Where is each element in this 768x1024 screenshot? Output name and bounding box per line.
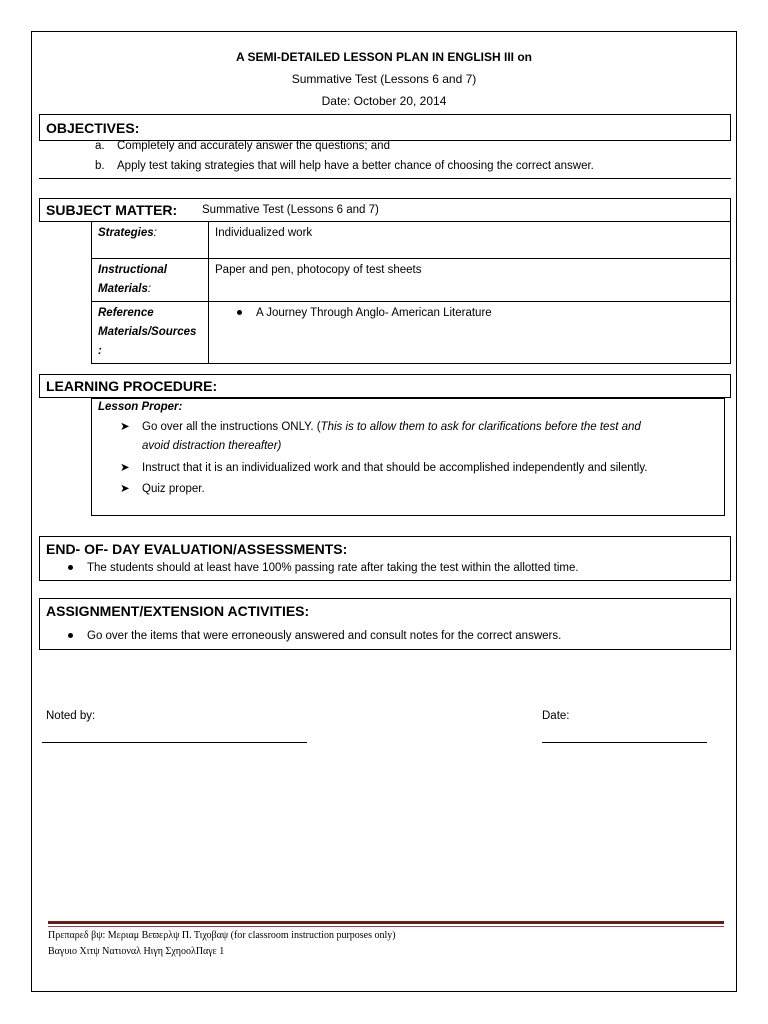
objectives-title: OBJECTIVES:: [46, 120, 140, 136]
objectives-box: [39, 114, 731, 141]
assignment-title: ASSIGNMENT/EXTENSION ACTIVITIES:: [46, 603, 310, 619]
lesson-plan-title: A SEMI-DETAILED LESSON PLAN IN ENGLISH III on: [235, 50, 532, 64]
strategies-label: Strategies:: [92, 222, 209, 259]
noted-by-signature-line: [42, 742, 307, 743]
arrow-bullet-icon: ➤: [120, 421, 130, 433]
evaluation-title: END- OF- DAY EVALUATION/ASSESSMENTS:: [46, 541, 348, 557]
procedure-item: ➤ Quiz proper.: [120, 483, 205, 495]
noted-by-label: Noted by:: [46, 710, 96, 722]
lesson-proper-label: Lesson Proper:: [98, 401, 183, 413]
learning-procedure-title: LEARNING PROCEDURE:: [46, 378, 218, 394]
date-label: Date:: [542, 710, 570, 722]
assignment-item: Go over the items that were erroneously answered and consult notes for the correct answers.: [68, 630, 561, 642]
procedure-item-continued: avoid distraction thereafter): [142, 440, 282, 452]
learning-procedure-box: [39, 374, 731, 398]
objectives-divider: [39, 178, 731, 179]
instructional-materials-value: Paper and pen, photocopy of test sheets: [209, 259, 731, 302]
bullet-icon: [237, 310, 242, 315]
objective-marker: a.: [95, 140, 105, 152]
footer-school-page: Βαγυιο Χιτψ Νατιοναλ Ηιγη ΣχηοολΠαγε 1: [48, 946, 225, 957]
subject-matter-box: [39, 198, 731, 222]
assignment-box: [39, 598, 731, 650]
lesson-plan-date: Date: October 20, 2014: [321, 94, 447, 108]
evaluation-box: [39, 536, 731, 581]
subject-matter-title: SUBJECT MATTER:: [46, 202, 178, 218]
footer-bar-bottom: [48, 926, 724, 927]
arrow-bullet-icon: ➤: [120, 462, 130, 474]
table-row: [92, 302, 731, 364]
lesson-plan-subtitle: Summative Test (Lessons 6 and 7): [291, 72, 477, 86]
subject-matter-value: Summative Test (Lessons 6 and 7): [202, 204, 379, 216]
lesson-proper-box: [91, 398, 725, 516]
page: [31, 31, 737, 992]
table-row: [92, 259, 731, 302]
objective-marker: b.: [95, 160, 105, 172]
reference-materials-value: A Journey Through Anglo- American Literature: [209, 302, 731, 364]
objective-text: Apply test taking strategies that will help have a better chance of choosing the correct answer.: [117, 160, 594, 172]
objective-text: Completely and accurately answer the questions; and: [117, 140, 390, 152]
table-row: [92, 222, 731, 259]
instructional-materials-label: Instructional Materials:: [92, 259, 209, 302]
objective-item-b: [95, 160, 594, 172]
bullet-icon: [68, 565, 73, 570]
procedure-item: ➤ Go over all the instructions ONLY. (This is to allow them to ask for clarifications before the test and: [120, 421, 641, 433]
date-signature-line: [542, 742, 707, 743]
strategies-value: Individualized work: [209, 222, 731, 259]
bullet-icon: [68, 633, 73, 638]
reference-materials-label: Reference Materials/Sources :: [92, 302, 209, 364]
evaluation-item: The students should at least have 100% passing rate after taking the test within the allotted time.: [68, 562, 579, 574]
objective-item-a: [95, 140, 390, 152]
footer-prepared-by: Πρεπαρεδ βψ: Μεριαμ Βεϖερλψ Π. Τιχοβαψ (for classroom instruction purposes only): [48, 930, 396, 941]
subject-matter-table: [91, 221, 731, 364]
footer-bar-top: [48, 921, 724, 924]
procedure-item: ➤ Instruct that it is an individualized work and that should be accomplished independently and silently.: [120, 462, 648, 474]
arrow-bullet-icon: ➤: [120, 483, 130, 495]
